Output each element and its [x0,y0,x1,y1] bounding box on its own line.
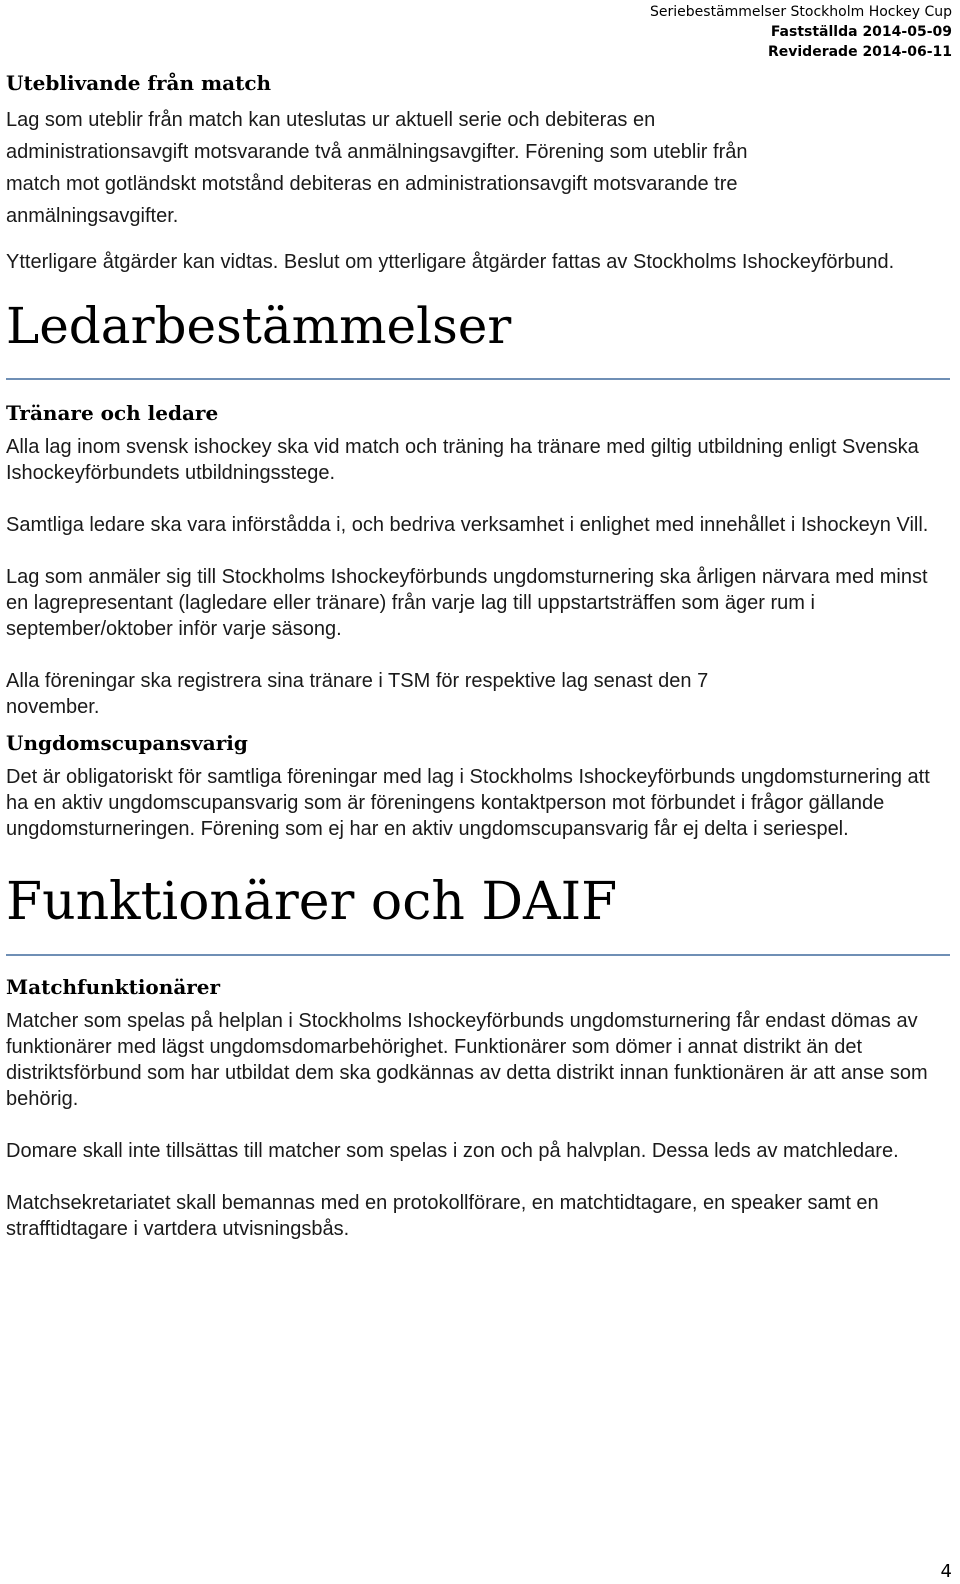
heading-tranare-och-ledare: Tränare och ledare [6,401,219,425]
header-revised-date: Reviderade 2014-06-11 [767,44,952,60]
paragraph-uteblivande-2: Ytterligare åtgärder kan vidtas. Beslut om ytterligare åtgärder fattas av Stockholms Ishockeyförbund. [6,251,895,273]
heading-matchfunktionarer: Matchfunktionärer [6,975,221,999]
title-ledarbestammelser: Ledarbestämmelser [6,296,950,380]
paragraph-uteblivande-1: Lag som uteblir från match kan uteslutas ur aktuell serie och debiteras en administrationsavgift motsvarande två anmälningsavgifter. Förening som uteblir från match mot gotländskt motstånd debiteras en administrationsavgift motsvarande tre anmälningsavgifter. [6,109,748,227]
paragraph-funktionarer-3: Matchsekretariatet skall bemannas med en protokollförare, en matchtidtagare, en speaker samt en strafftidtagare i vartdera utvisningsbås. [6,1192,879,1240]
paragraph-funktionarer-2: Domare skall inte tillsättas till matcher som spelas i zon och på halvplan. Dessa leds av matchledare. [6,1140,899,1162]
paragraph-ungdomscupansvarig: Det är obligatoriskt för samtliga föreningar med lag i Stockholms Ishockeyförbunds ungdomsturnering att ha en aktiv ungdomscupansvarig som är föreningens kontaktperson mot förbundet i frågor gällande ungdomsturneringen. Förening som ej har en aktiv ungdomscupansvarig får ej delta i seriespel. [6,766,930,840]
document-body [6,70,950,1242]
header-title: Seriebestämmelser Stockholm Hockey Cup [650,4,952,20]
paragraph-tranare-2: Samtliga ledare ska vara införstådda i, och bedriva verksamhet i enlighet med innehållet i Ishockeyn Vill. [6,514,929,536]
paragraph-tranare-4: Alla föreningar ska registrera sina tränare i TSM för respektive lag senast den 7 november. [6,670,709,718]
header-established-date: Fastställda 2014-05-09 [770,24,952,40]
page-number: 4 [940,1561,952,1582]
heading-uteblivande: Uteblivande från match [6,71,272,95]
paragraph-funktionarer-1: Matcher som spelas på helplan i Stockholms Ishockeyförbunds ungdomsturnering får endast dömas av funktionärer med lägst ungdomsdomarbehörighet. Funktionärer som dömer i annat distrikt än det distriktsförbund som har utbildat dem ska godkännas av detta distrikt innan funktionären är att anse som behörig. [6,1010,928,1110]
paragraph-tranare-1: Alla lag inom svensk ishockey ska vid match och träning ha tränare med giltig utbildning enligt Svenska Ishockeyförbundets utbildningsstege. [6,436,919,484]
document-header [650,2,952,62]
paragraph-tranare-3: Lag som anmäler sig till Stockholms Ishockeyförbunds ungdomsturnering ska årligen närvara med minst en lagrepresentant (lagledare eller tränare) från varje lag till uppstartsträffen som äger rum i september/oktober inför varje säsong. [6,566,928,640]
title-funktionarer-och-daif: Funktionärer och DAIF [6,872,950,956]
heading-ungdomscupansvarig: Ungdomscupansvarig [6,731,248,755]
